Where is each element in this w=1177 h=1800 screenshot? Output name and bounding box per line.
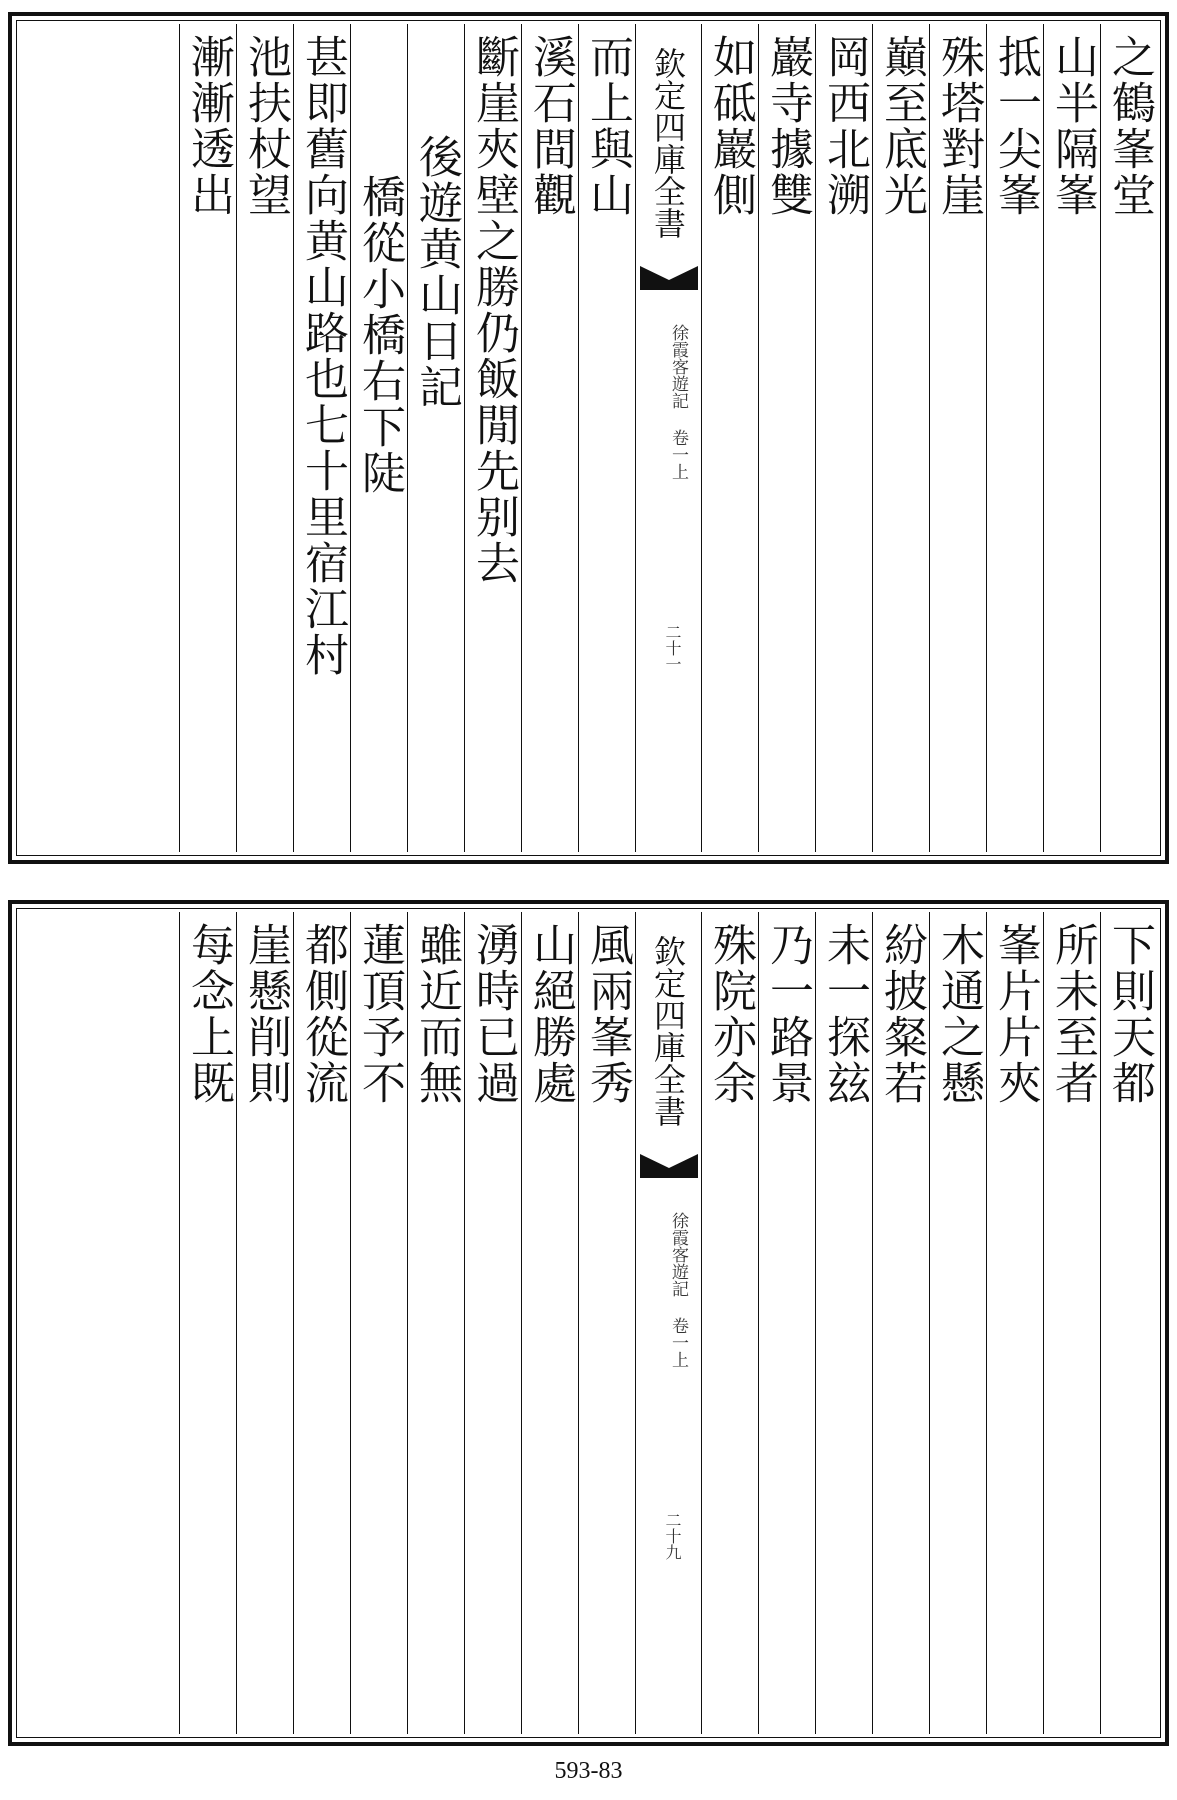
bottom-page-panel bbox=[8, 900, 1169, 1746]
text-column: 殊院亦余 bbox=[701, 912, 758, 1734]
text-column: 風兩峯秀 bbox=[578, 912, 635, 1734]
book-and-volume: 徐霞客遊記 卷一上 bbox=[668, 1212, 688, 1368]
fishtail-mark-icon bbox=[640, 264, 698, 290]
text-column: 木通之懸 bbox=[929, 912, 986, 1734]
top-page-columns bbox=[20, 24, 1157, 852]
text-column: 蓮頂予不 bbox=[350, 912, 407, 1734]
text-column: 崖懸削則 bbox=[236, 912, 293, 1734]
text-column: 如砥巖側 bbox=[701, 24, 758, 852]
page-number: 593-83 bbox=[554, 1758, 623, 1784]
text-column: 紛披粲若 bbox=[872, 912, 929, 1734]
text-column: 峯片片夾 bbox=[986, 912, 1043, 1734]
text-column: 巔至底光 bbox=[872, 24, 929, 852]
running-title: 欽定四庫全書 bbox=[649, 47, 687, 239]
center-fold bbox=[635, 912, 701, 1734]
top-page-panel bbox=[8, 12, 1169, 864]
text-column: 橋從小橋右下陡 bbox=[350, 24, 407, 852]
center-fold bbox=[635, 24, 701, 852]
book-and-volume: 徐霞客遊記 卷一上 bbox=[668, 324, 688, 480]
text-column: 而上與山 bbox=[578, 24, 635, 852]
text-column: 巖寺據雙 bbox=[758, 24, 815, 852]
fishtail-mark-icon bbox=[640, 1152, 698, 1178]
text-column: 溪石間觀 bbox=[521, 24, 578, 852]
text-column: 湧時已過 bbox=[464, 912, 521, 1734]
text-column: 甚即舊向黄山路也七十里宿江村 bbox=[293, 24, 350, 852]
text-column: 所未至者 bbox=[1043, 912, 1100, 1734]
text-column: 抵一尖峯 bbox=[986, 24, 1043, 852]
text-column: 山絕勝處 bbox=[521, 912, 578, 1734]
text-column: 之鶴峯堂 bbox=[1100, 24, 1157, 852]
text-column: 池扶杖望 bbox=[236, 24, 293, 852]
bottom-page-columns bbox=[20, 912, 1157, 1734]
text-column: 下則天都 bbox=[1100, 912, 1157, 1734]
text-column: 都側從流 bbox=[293, 912, 350, 1734]
text-column: 未一探玆 bbox=[815, 912, 872, 1734]
text-column: 漸漸透出 bbox=[179, 24, 236, 852]
running-title: 欽定四庫全書 bbox=[649, 935, 687, 1127]
text-column: 雖近而無 bbox=[407, 912, 464, 1734]
text-column: 乃一路景 bbox=[758, 912, 815, 1734]
chapter-title: 後遊黄山日記 bbox=[407, 24, 464, 852]
text-column: 每念上既 bbox=[179, 912, 236, 1734]
folio-number: 二十一 bbox=[663, 624, 682, 672]
text-column: 殊塔對崖 bbox=[929, 24, 986, 852]
text-column: 山半隔峯 bbox=[1043, 24, 1100, 852]
text-column: 斷崖夾壁之勝仍飯閒先别去 bbox=[464, 24, 521, 852]
folio-number: 二十九 bbox=[663, 1512, 682, 1560]
text-column: 岡西北溯 bbox=[815, 24, 872, 852]
